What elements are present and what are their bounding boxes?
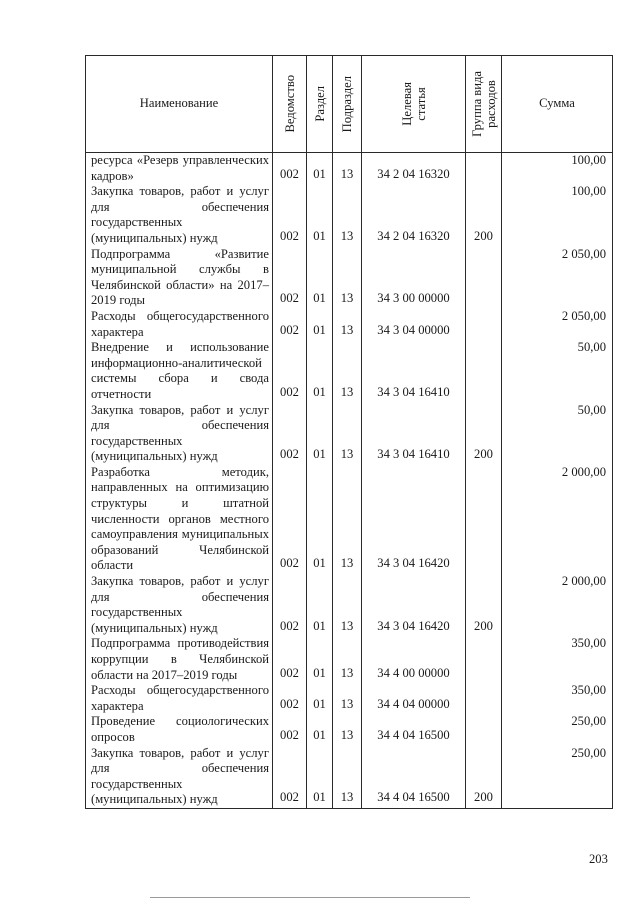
cell-gruppa bbox=[466, 309, 502, 340]
table-header-row bbox=[86, 56, 613, 153]
header-podrazdel-label: Подраздел bbox=[340, 75, 354, 133]
cell-summa: 100,00 bbox=[502, 184, 613, 246]
header-name bbox=[86, 56, 273, 153]
cell-name: Внедрение и использование информационно-аналитической системы сбора и свода отчетности bbox=[86, 340, 273, 402]
table-body bbox=[86, 153, 613, 809]
cell-summa: 2 000,00 bbox=[502, 574, 613, 636]
header-razdel bbox=[307, 56, 333, 153]
cell-summa: 50,00 bbox=[502, 340, 613, 402]
cell-vedomstvo: 002 bbox=[273, 574, 307, 636]
header-gruppa bbox=[466, 56, 502, 153]
header-summa bbox=[502, 56, 613, 153]
cell-podrazdel: 13 bbox=[333, 340, 362, 402]
cell-gruppa: 200 bbox=[466, 403, 502, 465]
cell-razdel: 01 bbox=[307, 153, 333, 185]
header-tselevaya bbox=[362, 56, 466, 153]
cell-razdel: 01 bbox=[307, 636, 333, 683]
cell-tselevaya: 34 4 00 00000 bbox=[362, 636, 466, 683]
cell-vedomstvo: 002 bbox=[273, 403, 307, 465]
cell-vedomstvo: 002 bbox=[273, 636, 307, 683]
budget-table bbox=[85, 55, 613, 809]
cell-tselevaya: 34 2 04 16320 bbox=[362, 153, 466, 185]
cell-vedomstvo: 002 bbox=[273, 340, 307, 402]
cell-name: Закупка товаров, работ и услуг для обеспечения государственных (муниципальных) нужд bbox=[86, 184, 273, 246]
cell-summa: 50,00 bbox=[502, 403, 613, 465]
cell-tselevaya: 34 2 04 16320 bbox=[362, 184, 466, 246]
cell-gruppa bbox=[466, 247, 502, 309]
cell-podrazdel: 13 bbox=[333, 247, 362, 309]
cell-razdel: 01 bbox=[307, 403, 333, 465]
cell-name: Закупка товаров, работ и услуг для обеспечения государственных (муниципальных) нужд bbox=[86, 746, 273, 809]
cell-razdel: 01 bbox=[307, 574, 333, 636]
cell-name: Закупка товаров, работ и услуг для обеспечения государственных (муниципальных) нужд bbox=[86, 574, 273, 636]
header-gruppa-label: Группа вида расходов bbox=[469, 71, 498, 137]
cell-podrazdel: 13 bbox=[333, 746, 362, 809]
cell-podrazdel: 13 bbox=[333, 153, 362, 185]
cell-podrazdel: 13 bbox=[333, 184, 362, 246]
header-podrazdel bbox=[333, 56, 362, 153]
cell-name: ресурса «Резерв управленческих кадров» bbox=[86, 153, 273, 185]
table-row bbox=[86, 340, 613, 402]
cell-razdel: 01 bbox=[307, 746, 333, 809]
cell-vedomstvo: 002 bbox=[273, 746, 307, 809]
cell-podrazdel: 13 bbox=[333, 465, 362, 574]
cell-summa: 2 000,00 bbox=[502, 465, 613, 574]
cell-summa: 250,00 bbox=[502, 746, 613, 809]
table-row bbox=[86, 184, 613, 246]
cell-gruppa bbox=[466, 340, 502, 402]
cell-razdel: 01 bbox=[307, 247, 333, 309]
cell-vedomstvo: 002 bbox=[273, 184, 307, 246]
cell-razdel: 01 bbox=[307, 714, 333, 745]
cell-vedomstvo: 002 bbox=[273, 465, 307, 574]
table-row bbox=[86, 403, 613, 465]
cell-tselevaya: 34 3 04 16420 bbox=[362, 574, 466, 636]
table-row bbox=[86, 309, 613, 340]
cell-tselevaya: 34 4 04 00000 bbox=[362, 683, 466, 714]
header-summa-label: Сумма bbox=[539, 96, 575, 111]
header-razdel-label: Раздел bbox=[312, 86, 327, 122]
cell-tselevaya: 34 4 04 16500 bbox=[362, 714, 466, 745]
cell-tselevaya: 34 3 04 16420 bbox=[362, 465, 466, 574]
cell-gruppa: 200 bbox=[466, 746, 502, 809]
cell-vedomstvo: 002 bbox=[273, 683, 307, 714]
cell-gruppa bbox=[466, 465, 502, 574]
cell-razdel: 01 bbox=[307, 683, 333, 714]
cell-razdel: 01 bbox=[307, 309, 333, 340]
cell-gruppa bbox=[466, 636, 502, 683]
cell-name: Закупка товаров, работ и услуг для обеспечения государственных (муниципальных) нужд bbox=[86, 403, 273, 465]
cell-vedomstvo: 002 bbox=[273, 247, 307, 309]
table-row bbox=[86, 636, 613, 683]
cell-podrazdel: 13 bbox=[333, 683, 362, 714]
cell-vedomstvo: 002 bbox=[273, 309, 307, 340]
cell-name: Подпрограмма «Развитие муниципальной службы в Челябинской области» на 2017–2019 годы bbox=[86, 247, 273, 309]
cell-name: Расходы общегосударственного характера bbox=[86, 309, 273, 340]
cell-tselevaya: 34 3 04 16410 bbox=[362, 340, 466, 402]
cell-podrazdel: 13 bbox=[333, 309, 362, 340]
cell-razdel: 01 bbox=[307, 340, 333, 402]
cell-summa: 350,00 bbox=[502, 683, 613, 714]
cell-summa: 100,00 bbox=[502, 153, 613, 185]
table-row bbox=[86, 247, 613, 309]
cell-gruppa: 200 bbox=[466, 184, 502, 246]
header-vedomstvo bbox=[273, 56, 307, 153]
cell-gruppa bbox=[466, 683, 502, 714]
cell-podrazdel: 13 bbox=[333, 574, 362, 636]
header-vedomstvo-label: Ведомство bbox=[282, 75, 297, 133]
cell-gruppa: 200 bbox=[466, 574, 502, 636]
cell-tselevaya: 34 3 00 00000 bbox=[362, 247, 466, 309]
cell-name: Подпрограмма противодействия коррупции в Челябинской области на 2017–2019 годы bbox=[86, 636, 273, 683]
footer-rule bbox=[150, 897, 470, 898]
cell-podrazdel: 13 bbox=[333, 636, 362, 683]
header-tselevaya-label: Целевая статья bbox=[399, 82, 428, 126]
cell-name: Проведение социологических опросов bbox=[86, 714, 273, 745]
cell-name: Расходы общегосударственного характера bbox=[86, 683, 273, 714]
cell-podrazdel: 13 bbox=[333, 403, 362, 465]
cell-vedomstvo: 002 bbox=[273, 153, 307, 185]
cell-summa: 350,00 bbox=[502, 636, 613, 683]
table-row bbox=[86, 574, 613, 636]
cell-razdel: 01 bbox=[307, 465, 333, 574]
cell-summa: 2 050,00 bbox=[502, 247, 613, 309]
table-row bbox=[86, 153, 613, 185]
cell-tselevaya: 34 4 04 16500 bbox=[362, 746, 466, 809]
table-row bbox=[86, 683, 613, 714]
table-row bbox=[86, 746, 613, 809]
cell-gruppa bbox=[466, 714, 502, 745]
cell-tselevaya: 34 3 04 16410 bbox=[362, 403, 466, 465]
cell-razdel: 01 bbox=[307, 184, 333, 246]
cell-gruppa bbox=[466, 153, 502, 185]
cell-summa: 250,00 bbox=[502, 714, 613, 745]
cell-tselevaya: 34 3 04 00000 bbox=[362, 309, 466, 340]
page-number: 203 bbox=[589, 852, 608, 866]
cell-summa: 2 050,00 bbox=[502, 309, 613, 340]
table-row bbox=[86, 465, 613, 574]
cell-podrazdel: 13 bbox=[333, 714, 362, 745]
header-name-label: Наименование bbox=[139, 96, 219, 111]
cell-vedomstvo: 002 bbox=[273, 714, 307, 745]
cell-name: Разработка методик, направленных на оптимизацию структуры и штатной численности органов местного самоуправления муниципальных образований Челябинской области bbox=[86, 465, 273, 574]
table-row bbox=[86, 714, 613, 745]
